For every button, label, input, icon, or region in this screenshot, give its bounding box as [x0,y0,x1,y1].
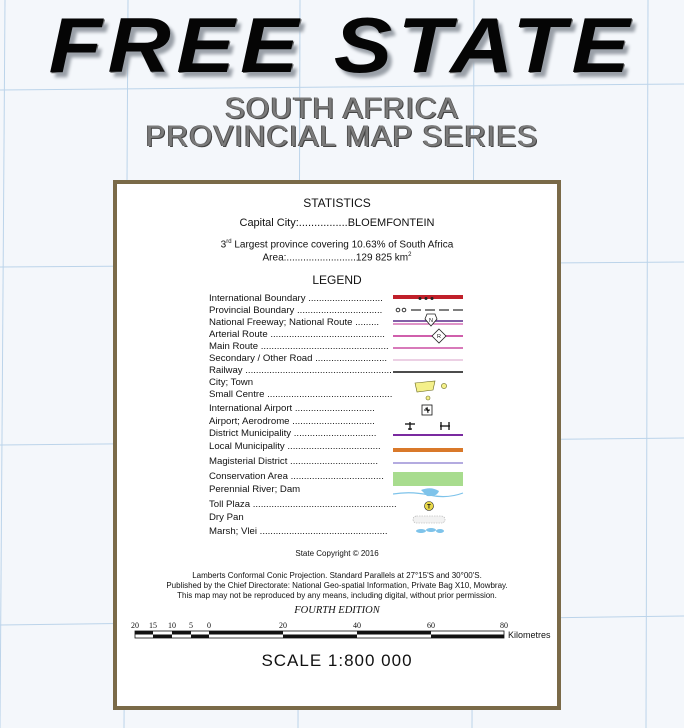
legend-airport-aerodrome: Airport; Aerodrome ............................... [209,416,375,427]
scale-ratio: SCALE 1:800 000 [261,651,413,670]
dry-pan-symbol [413,516,445,523]
dam-symbol [421,488,439,496]
international-boundary-dots [419,297,434,300]
rank-suffix: rd [226,239,232,245]
edition-label: FOURTH EDITION [294,605,380,616]
scale-bar-segments [135,631,504,638]
legend-international-boundary: International Boundary ............................ [209,293,383,304]
legend-symbols [393,290,465,540]
legend-panel [113,180,561,710]
province-area [117,252,557,263]
area-text: Area:.........................129 825 km [262,252,409,264]
legend-small-centre: Small Centre ............................................... [209,389,393,400]
legend-provincial-boundary: Provincial Boundary ................................ [209,305,383,316]
aerodrome-icon [440,422,450,430]
map-title: FREE STATE [48,1,636,89]
statistics-heading: STATISTICS [303,196,371,210]
map-subtitle-series: PROVINCIAL MAP SERIES [145,120,539,153]
national-shield-letter: N [429,318,433,324]
legend-magisterial-district: Magisterial District ................................. [209,456,378,467]
publisher-note: Published by the Chief Directorate: National Geo-spatial Information, Private Bag X10, Mowbray. [166,581,508,590]
rank-text: Largest province covering 10.63% of South Africa [231,239,454,251]
legend-secondary-road: Secondary / Other Road ........................... [209,353,388,364]
scale-tick-label: 20 [279,621,287,630]
scale-tick-label: 0 [207,621,211,630]
legend-railway: Railway ....................................................... [209,365,392,376]
legend-dry-pan: Dry Pan [209,512,244,523]
scale-bar [127,620,557,650]
legend-international-airport: International Airport .............................. [209,403,375,414]
marsh-vlei-symbol [416,528,444,533]
scale-tick-label: 20 [131,621,139,630]
legend-conservation-area: Conservation Area ................................... [209,471,384,482]
scale-tick-label: 5 [189,621,193,630]
projection-note: Lamberts Conformal Conic Projection. Standard Parallels at 27°15'S and 30°00'S. [192,571,482,580]
legend-arterial-route: Arterial Route ........................................... [209,329,385,340]
town-symbol [441,383,446,388]
airport-icon [405,422,415,430]
capital-city: Capital City:................BLOEMFONTEIN [239,217,435,229]
provincial-boundary-symbol [396,308,463,312]
scale-tick-label: 15 [149,621,157,630]
legend-marsh-vlei: Marsh; Vlei ................................................ [209,526,388,537]
rights-note: This map may not be reproduced by any means, including digital, without prior permission. [177,591,497,600]
conservation-area-symbol [393,472,463,486]
arterial-shield-letter: R [437,334,441,340]
rank-number: 3 [220,239,227,251]
copyright: State Copyright © 2016 [295,549,379,558]
scale-unit-label: Kilometres [508,630,551,640]
legend-toll-plaza: Toll Plaza ...................................................... [209,499,397,510]
small-centre-symbol [426,396,430,400]
legend-district-municipality: District Municipality ............................... [209,428,377,439]
area-superscript: 2 [408,252,412,258]
map-subtitle-country: SOUTH AFRICA [225,92,459,125]
scale-tick-label: 80 [500,621,508,630]
legend-perennial-river-dam: Perennial River; Dam [209,484,301,495]
scale-tick-label: 60 [427,621,435,630]
legend-main-route: Main Route ................................................ [209,341,389,352]
legend-city-town: City; Town [209,377,254,388]
legend-local-municipality: Local Municipality ................................... [209,441,381,452]
international-airport-icon [422,405,432,415]
scale-tick-label: 40 [353,621,361,630]
local-municipality-symbol [393,448,463,452]
legend-heading: LEGEND [312,273,362,287]
scale-tick-label: 10 [168,621,176,630]
legend-national-freeway: National Freeway; National Route ......... [209,317,380,328]
province-rank [117,239,557,250]
city-symbol [415,381,435,392]
international-boundary-symbol [393,295,463,299]
toll-plaza-letter: T [427,504,431,511]
